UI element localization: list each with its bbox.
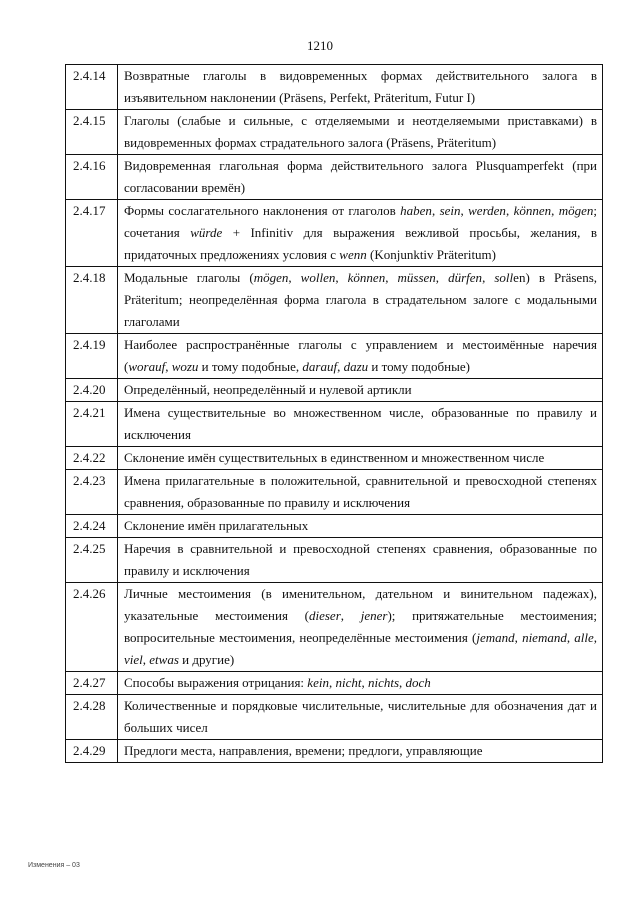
example-term: wenn [339,247,367,262]
row-number: 2.4.19 [66,334,118,379]
example-term: mögen [253,270,289,285]
example-term: etwas [149,652,179,667]
text-segment: (Konjunktiv Präteritum) [366,247,496,262]
table-row [66,538,603,583]
text-segment: Склонение имён существительных в единственном и множественном числе [124,450,545,465]
example-term: worauf [128,359,166,374]
row-number: 2.4.29 [66,740,118,763]
text-segment: Определённый, неопределённый и нулевой артикли [124,382,412,397]
table-row [66,200,603,267]
text-segment: , [335,270,348,285]
text-segment: , [288,270,301,285]
table-row [66,447,603,470]
page-number: 1210 [307,38,333,53]
table-row [66,65,603,110]
row-number: 2.4.25 [66,538,118,583]
row-number: 2.4.18 [66,267,118,334]
example-term: würde [190,225,223,240]
text-segment: en) в Präsens, Präteritum; неопределённая форма глагола в страдательном залоге с модальными глаголами [124,270,597,329]
row-text [118,200,603,267]
example-term: können [513,203,552,218]
footer-revision: Изменения – 03 [28,862,80,869]
row-number: 2.4.26 [66,583,118,672]
example-term: müssen [397,270,436,285]
text-segment: Имена прилагательные в положительной, сравнительной и превосходной степенях сравнения, образованные по правилу и исключения [124,473,597,510]
row-text [118,267,603,334]
example-term: soll [494,270,514,285]
row-number: 2.4.14 [66,65,118,110]
row-text [118,538,603,583]
example-term: alle [574,630,594,645]
text-segment: + Infinitiv для выражения вежливой просьбы, желания, в придаточных предложениях условия с [124,225,597,262]
row-number: 2.4.21 [66,402,118,447]
text-segment: Возвратные глаголы в видовременных формах действительного залога в изъявительном наклонении (Präsens, Perfekt, Präteritum, Futur I) [124,68,597,105]
row-number: 2.4.28 [66,695,118,740]
example-term: werden [468,203,506,218]
row-text [118,402,603,447]
row-text [118,583,603,672]
text-segment: , [514,630,523,645]
row-text [118,740,603,763]
text-segment: и тому подобные, [198,359,303,374]
row-text [118,155,603,200]
table-row [66,267,603,334]
content-table [65,64,603,763]
text-segment: и тому подобные) [368,359,470,374]
table-row [66,583,603,672]
row-number: 2.4.17 [66,200,118,267]
example-term: dürfen [448,270,483,285]
row-number: 2.4.20 [66,379,118,402]
text-segment: Глаголы (слабые и сильные, с отделяемыми и неотделяемыми приставками) в видовременных формах страдательного залога (Präsens, Präteritum) [124,113,597,150]
text-segment: , [165,359,172,374]
example-term: wollen [300,270,336,285]
row-text [118,65,603,110]
row-number: 2.4.16 [66,155,118,200]
table-row [66,515,603,538]
text-segment: Видовременная глагольная форма действительного залога Plusquamperfekt (при согласовании времён) [124,158,597,195]
example-term: haben [400,203,432,218]
text-segment: Склонение имён прилагательных [124,518,309,533]
row-number: 2.4.27 [66,672,118,695]
row-text [118,379,603,402]
text-segment: Личные местоимения (в именительном, дательном и винительном падежах), указательные местоимения ( [124,586,597,623]
table-row [66,672,603,695]
row-text [118,110,603,155]
text-segment: , [337,359,344,374]
example-term: kein [307,675,329,690]
example-term: nichts [367,675,400,690]
text-segment: Формы сослагательного наклонения от глаголов [124,203,401,218]
text-segment: Наречия в сравнительной и превосходной степенях сравнения, образованные по правилу и исключения [124,541,597,578]
table-row [66,740,603,763]
row-text [118,672,603,695]
table-row [66,155,603,200]
text-segment: Имена существительные во множественном числе, образованные по правилу и исключения [124,405,597,442]
example-term: jemand [476,630,515,645]
row-text [118,515,603,538]
row-number: 2.4.24 [66,515,118,538]
text-segment: , [435,270,449,285]
example-term: können [347,270,386,285]
example-term: sein [439,203,461,218]
row-number: 2.4.15 [66,110,118,155]
text-segment: , [460,203,469,218]
text-segment: Способы выражения отрицания: [124,675,308,690]
example-term: nicht [335,675,362,690]
row-number: 2.4.23 [66,470,118,515]
text-segment: Предлоги места, направления, времени; предлоги, управляющие [124,743,483,758]
row-number: 2.4.22 [66,447,118,470]
example-term: jener [360,608,388,623]
row-text [118,334,603,379]
text-segment: , [431,203,440,218]
row-text [118,695,603,740]
example-term: dazu [343,359,369,374]
text-segment: , [340,608,361,623]
example-term: darauf [302,359,338,374]
table-row [66,379,603,402]
table-row [66,110,603,155]
example-term: dieser [308,608,341,623]
row-text [118,470,603,515]
text-segment: , [566,630,575,645]
text-segment: , [551,203,559,218]
text-segment: и другие) [178,652,235,667]
table-row [66,470,603,515]
text-segment: , [399,675,406,690]
text-segment: Наиболее распространённые глаголы с управлением и местоимённые наречия ( [124,337,597,374]
text-segment: Модальные глаголы ( [124,270,254,285]
example-term: doch [405,675,431,690]
table-row [66,402,603,447]
text-segment: , [328,675,336,690]
row-text [118,447,603,470]
text-segment: , [593,630,598,645]
table-row [66,334,603,379]
example-term: mögen [558,203,594,218]
table-row [66,695,603,740]
example-term: wozu [171,359,199,374]
text-segment: ; сочетания [124,203,598,240]
text-segment: , [385,270,398,285]
example-term: niemand [522,630,567,645]
text-segment: Количественные и порядковые числительные, числительные для обозначения дат и больших чисел [124,698,597,735]
text-segment: , [361,675,368,690]
text-segment: , [142,652,150,667]
text-segment: , [482,270,495,285]
example-term: viel [124,652,143,667]
text-segment: ); притяжательные местоимения; вопросительные местоимения, неопределённые местоимения ( [124,608,597,645]
text-segment: , [505,203,514,218]
